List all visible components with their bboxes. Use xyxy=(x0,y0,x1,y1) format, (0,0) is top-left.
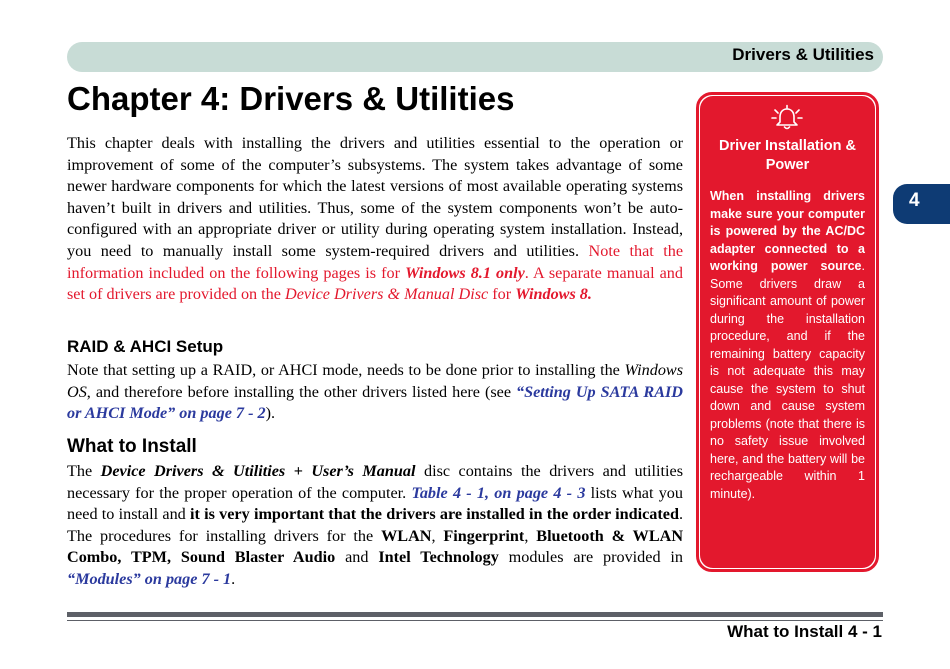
footer-rule xyxy=(67,612,883,617)
note-title: Driver Installation & Power xyxy=(719,138,856,173)
red-for: for xyxy=(492,285,512,304)
what-the: The xyxy=(67,462,93,480)
what-end: . xyxy=(231,569,236,588)
fingerprint-label: Fingerprint xyxy=(443,526,525,545)
page-footer: What to Install 4 - 1 xyxy=(727,622,882,641)
table-4-1-link[interactable]: Table 4 - 1, on page 4 - 3 xyxy=(411,483,586,502)
chapter-title: Chapter 4: Drivers & Utilities xyxy=(67,80,515,117)
raid-text-1: Note that setting up a RAID, or AHCI mode, needs to be done prior to installing the xyxy=(67,361,620,379)
install-order-emphasis: it is very important that the drivers are installed in the order indicated xyxy=(190,505,679,524)
what-text-1: disc contains the drivers and utilities necessary for the proper operation of the computer. xyxy=(67,462,684,502)
what-text-4: modules are provided in xyxy=(508,548,683,567)
raid-ahci-heading: RAID & AHCI Setup xyxy=(67,337,224,356)
intel-technology-label: Intel Technology xyxy=(378,548,499,567)
chapter-tab[interactable] xyxy=(893,184,950,224)
windows-81-only: Windows 8.1 only xyxy=(405,263,525,282)
raid-paragraph xyxy=(67,360,683,425)
what-to-install-heading: What to Install xyxy=(67,436,197,457)
wlan-label: WLAN xyxy=(381,526,432,545)
warning-bell-icon xyxy=(770,104,804,132)
raid-setup-link[interactable]: “Setting Up SATA RAID or AHCI Mode” on page 7 - 2 xyxy=(67,382,683,423)
what-and: and xyxy=(345,548,369,567)
intro-paragraph xyxy=(67,133,683,306)
disc-name: Device Drivers & Utilities + User’s Manual xyxy=(100,462,416,480)
device-drivers-disc: Device Drivers & Manual Disc xyxy=(285,285,489,304)
windows-8: Windows 8. xyxy=(515,285,592,304)
red-text-2: . A separate manual and set of drivers are provided on the xyxy=(67,263,683,304)
raid-text-2: , and therefore before installing the other drivers listed here (see xyxy=(86,382,512,401)
note-body xyxy=(710,188,865,503)
what-to-install-paragraph: The Device Drivers & Utilities + User’s Manual disc contains the drivers and utilities necessary for the proper operation of the computer. Table 4 - 1, on page 4 - 3 lists what you need to install and it is very important that the drivers are installed in the order indicated. The procedures for installing drivers for the WLAN, Fingerprint, Bluetooth & WLAN Combo, TPM, Sound Blaster Audio and Intel Technology modules are provided in “Modules” on page 7 - 1. xyxy=(67,462,684,588)
what-text-3: . The procedures for installing drivers for the xyxy=(67,505,684,545)
chapter-tab-label: 4 xyxy=(909,190,920,211)
intro-text: This chapter deals with installing the drivers and utilities essential to the operation or improvement of some of the computer’s subsystems. The system takes advantage of some newer hardware components for which the latest versions of most available operating systems haven’t built in drivers and utilities. Thus, some of the system components won’t be auto-configured with an appropriate driver or utility during operating system installation. Instead, you need to manually install some system-required drivers and utilities. xyxy=(67,134,683,260)
bt-tpm-audio-label: Bluetooth & WLAN Combo, TPM, Sound Blaster Audio xyxy=(67,526,684,567)
raid-text-3: ). xyxy=(265,404,276,423)
red-text-1: Note that the information included on the following pages is for xyxy=(67,241,684,282)
running-header-title: Drivers & Utilities xyxy=(732,45,874,64)
modules-link[interactable]: “Modules” on page 7 - 1 xyxy=(67,569,232,588)
windows-os: Windows OS xyxy=(67,361,684,401)
note-bold-text: When installing drivers make sure your computer is powered by the AC/DC adapter connected to a working power source xyxy=(710,189,865,273)
note-text: . Some drivers draw a significant amount of power during the installation procedure, and if the remaining battery capacity is not adequate this may cause the system to shut down and cause system problems (note that there is no safety issue involved here, and the battery will be rechargeable within 1 minute). xyxy=(710,259,865,501)
what-text-2: lists what you need to install and xyxy=(67,483,683,524)
footer-rule-thin xyxy=(67,620,883,621)
